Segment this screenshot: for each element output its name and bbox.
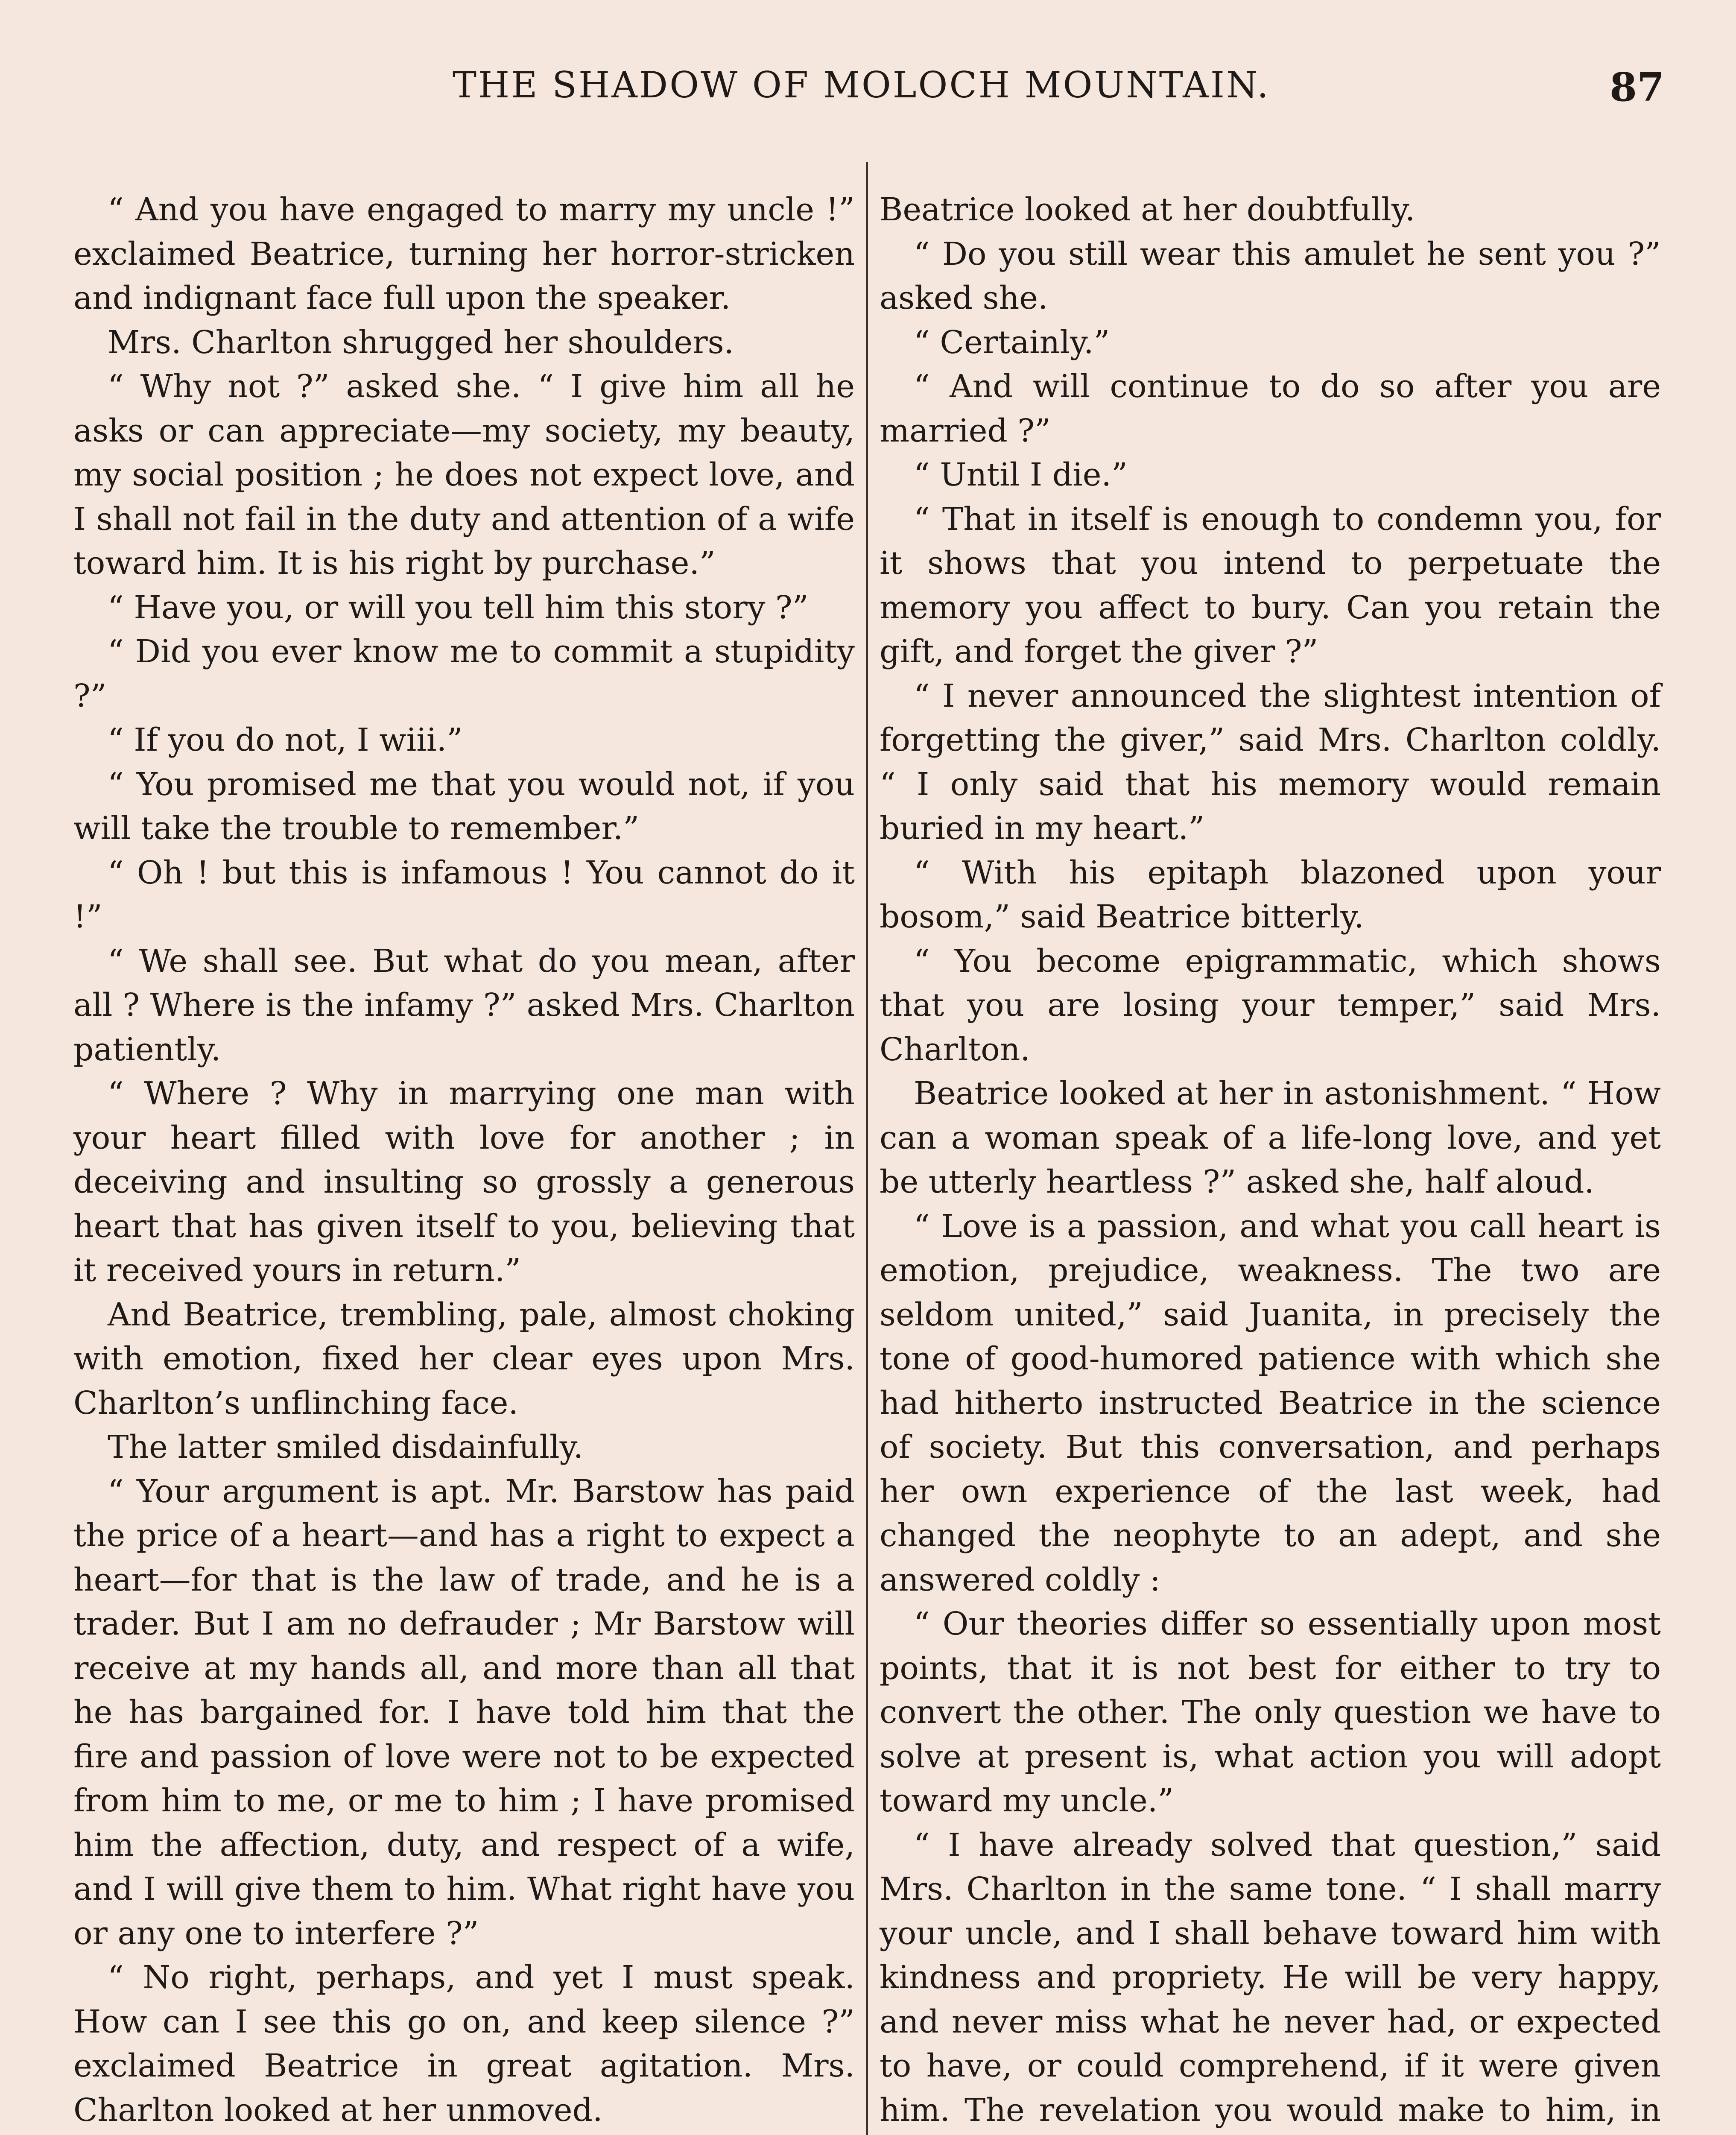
paragraph: “ I have already solved that question,” said Mrs. Charlton in the same tone. “ I shall marry your uncle, and I shall behave toward him with kindness and propriety. He will be very happy, and never miss what he never had, or expected to have, or could comprehend, if it were given him. The revelation you would make to him, in bbox=[880, 1826, 1661, 2129]
paragraph: “ That in itself is enough to condemn you, for it shows that you intend to perpetuate the memory you affect to bury. Can you retain the gift, and forget the giver ?” bbox=[880, 500, 1661, 670]
paragraph: “ And you have engaged to marry my uncle !” exclaimed Beatrice, turning her horror-stricken and indignant face full upon the speaker. bbox=[73, 191, 855, 316]
paragraph: “ Certainly.” bbox=[914, 324, 1110, 361]
paragraph: “ You become epigrammatic, which shows that you are losing your temper,” said Mrs. Charlton. bbox=[880, 942, 1661, 1068]
paragraph: The latter smiled disdainfully. bbox=[108, 1429, 584, 1465]
paragraph: “ And will continue to do so after you are married ?” bbox=[880, 368, 1661, 449]
left-column bbox=[73, 188, 855, 2135]
paragraph bbox=[73, 2132, 855, 2135]
paragraph: “ Your argument is apt. Mr. Barstow has paid the price of a heart—and has a right to expect a heart—for that is the law of trade, and he is a trader. But I am no defrauder ; Mr Barstow will receive at my hands all, and more than all that he has bargained for. I have told him that the fire and passion of love were not to be expected from him to me, or me to him ; I have promised him the affection, duty, and respect of a wife, and I will give them to him. What right have you or any one to interfere ?” bbox=[73, 1473, 855, 1952]
paragraph: And Beatrice, trembling, pale, almost choking with emotion, fixed her clear eyes upon Mrs. Charlton’s unflinching face. bbox=[73, 1296, 855, 1421]
paragraph: “ Our theories differ so essentially upon most points, that it is not best for either to try to convert the other. The only question we have to solve at present is, what action you will adopt toward my uncle.” bbox=[880, 1606, 1661, 1819]
paragraph: “ If you do not, I wiii.” bbox=[108, 722, 463, 758]
paragraph: “ Oh ! but this is infamous ! You cannot do it !” bbox=[73, 854, 855, 935]
paragraph: “ Why not ?” asked she. “ I give him all he asks or can appreciate—my society, my beauty, my social position ; he does not expect love, and I shall not fail in the duty and attention of a wife toward him. It is his right by purchase.” bbox=[73, 368, 855, 582]
paragraph: Beatrice looked at her doubtfully. bbox=[880, 191, 1415, 228]
paragraph: “ I never announced the slightest intention of forgetting the giver,” said Mrs. Charlton coldly. “ I only said that his memory would remain buried in my heart.” bbox=[880, 677, 1661, 847]
paragraph: “ Until I die.” bbox=[914, 456, 1128, 493]
paragraph: “ Did you ever know me to commit a stupidity ?” bbox=[73, 633, 855, 714]
paragraph: Beatrice looked at her in astonishment. “ How can a woman speak of a life-long love, and yet be utterly heartless ?” asked she, half aloud. bbox=[880, 1075, 1661, 1200]
running-title: THE SHADOW OF MOLOCH MOUNTAIN. bbox=[453, 64, 1270, 106]
paragraph: “ Have you, or will you tell him this story ?” bbox=[108, 589, 809, 626]
paragraph: “ You promised me that you would not, if you will take the trouble to remember.” bbox=[73, 766, 855, 847]
paragraph: “ No right, perhaps, and yet I must speak. How can I see this go on, and keep silence ?” exclaimed Beatrice in great agitation. Mrs. Charlton looked at her unmoved. bbox=[73, 1959, 855, 2129]
paragraph: “ Where ? Why in marrying one man with your heart filled with love for another ; in deceiving and insulting so grossly a generous heart that has given itself to you, believing that it received yours in return.” bbox=[73, 1075, 855, 1289]
page-number: 87 bbox=[1610, 64, 1665, 110]
paragraph: Mrs. Charlton shrugged her shoulders. bbox=[108, 324, 734, 361]
column-divider bbox=[866, 162, 868, 2135]
paragraph: “ Do you still wear this amulet he sent you ?” asked she. bbox=[880, 235, 1661, 316]
right-column bbox=[880, 188, 1661, 2135]
paragraph: “ Love is a passion, and what you call heart is emotion, prejudice, weakness. The two are seldom united,” said Juanita, in precisely the tone of good-humored patience with which she had hitherto instructed Beatrice in the science of society. But this conversation, and perhaps her own experience of the last week, had changed the neophyte to an adept, and she answered coldly : bbox=[880, 1208, 1661, 1598]
paragraph: “ We shall see. But what do you mean, after all ? Where is the infamy ?” asked Mrs. Charlton patiently. bbox=[73, 942, 855, 1068]
paragraph: “ With his epitaph blazoned upon your bosom,” said Beatrice bitterly. bbox=[880, 854, 1661, 935]
